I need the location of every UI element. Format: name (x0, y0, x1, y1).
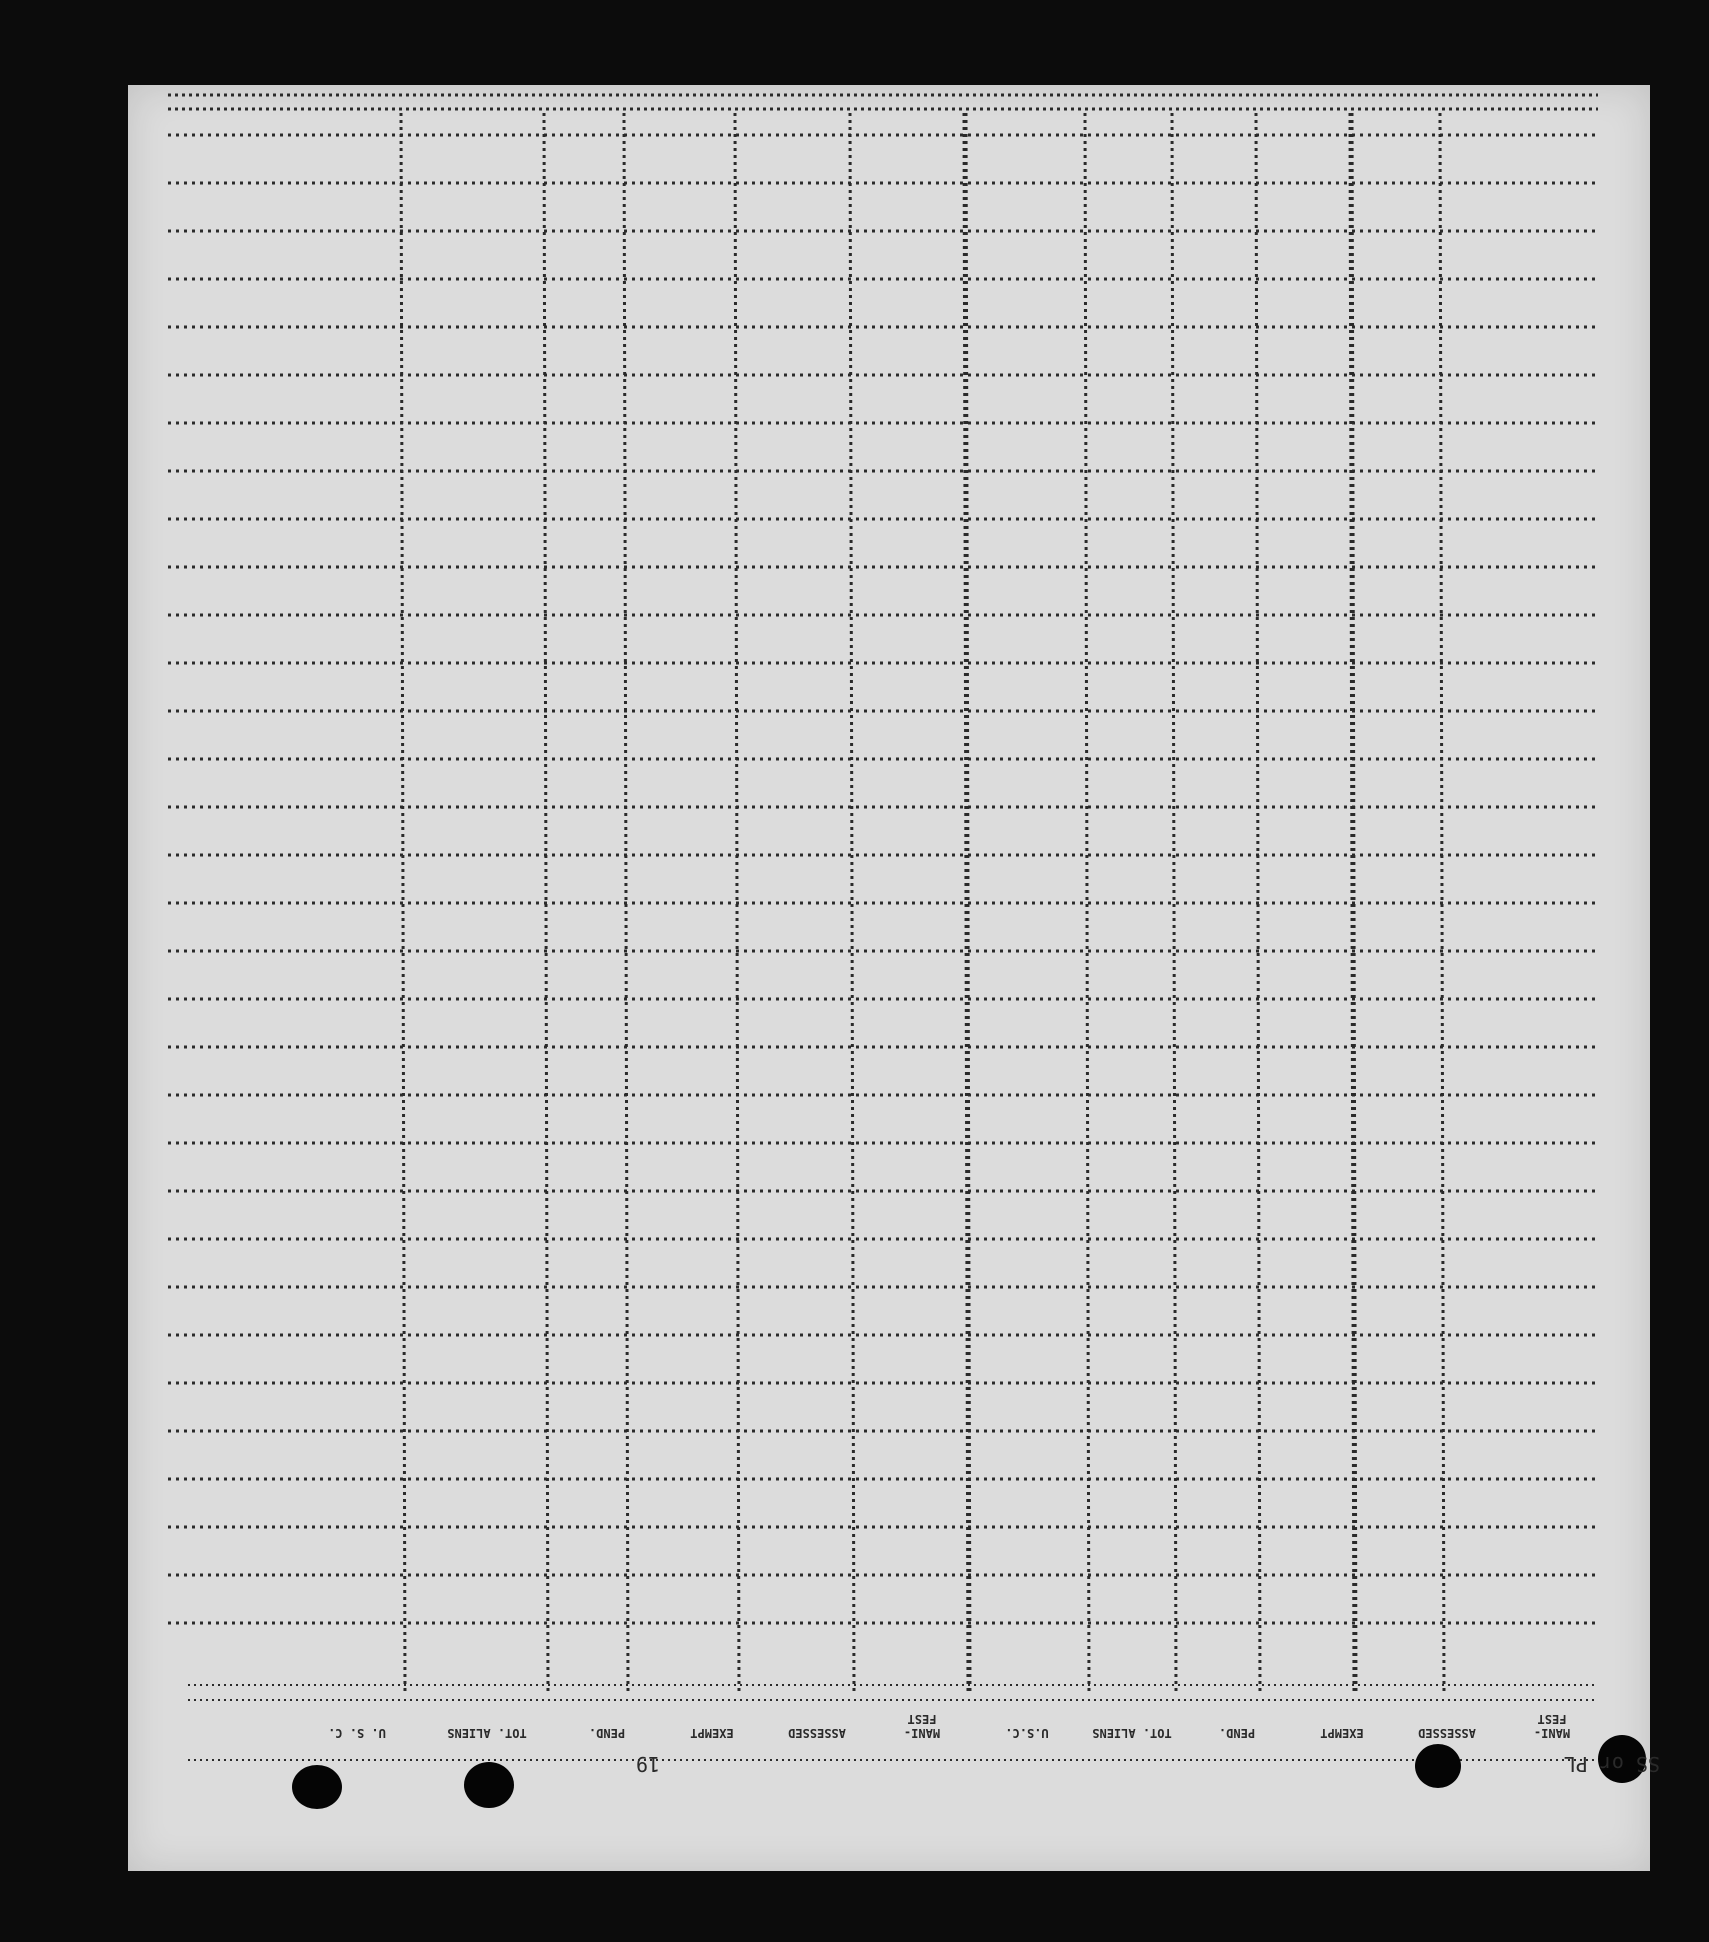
vessel-label: SS or PL (1563, 1752, 1660, 1776)
column-header-label: U. S. C. (328, 1726, 386, 1740)
column-header-label: MANI- FEST (903, 1712, 941, 1740)
column-header-label: TOT. ALIENS (1092, 1726, 1172, 1740)
grid-column-line (965, 113, 969, 1695)
column-header-label: PEND. (1218, 1726, 1256, 1740)
ruled-grid (128, 85, 1650, 1871)
date-fragment: 19 (635, 1752, 660, 1776)
column-header-label: MANI- FEST (1533, 1712, 1571, 1740)
manifest-summary-form (128, 85, 1650, 1871)
column-header-label: EXEMPT (690, 1726, 734, 1740)
grid-column-line (1351, 113, 1355, 1695)
column-header-label: U.S.C. (1005, 1726, 1049, 1740)
column-header-label: ASSESSED (1418, 1726, 1476, 1740)
column-header-label: PEND. (588, 1726, 626, 1740)
column-header-label: ASSESSED (788, 1726, 846, 1740)
column-header-label: EXEMPT (1320, 1726, 1364, 1740)
grid-column-line (1085, 113, 1089, 1695)
grid-column-line (1172, 113, 1176, 1695)
grid-column-line (735, 113, 739, 1695)
form-footer (300, 1740, 1660, 1780)
column-header-label: TOT. ALIENS (447, 1726, 527, 1740)
